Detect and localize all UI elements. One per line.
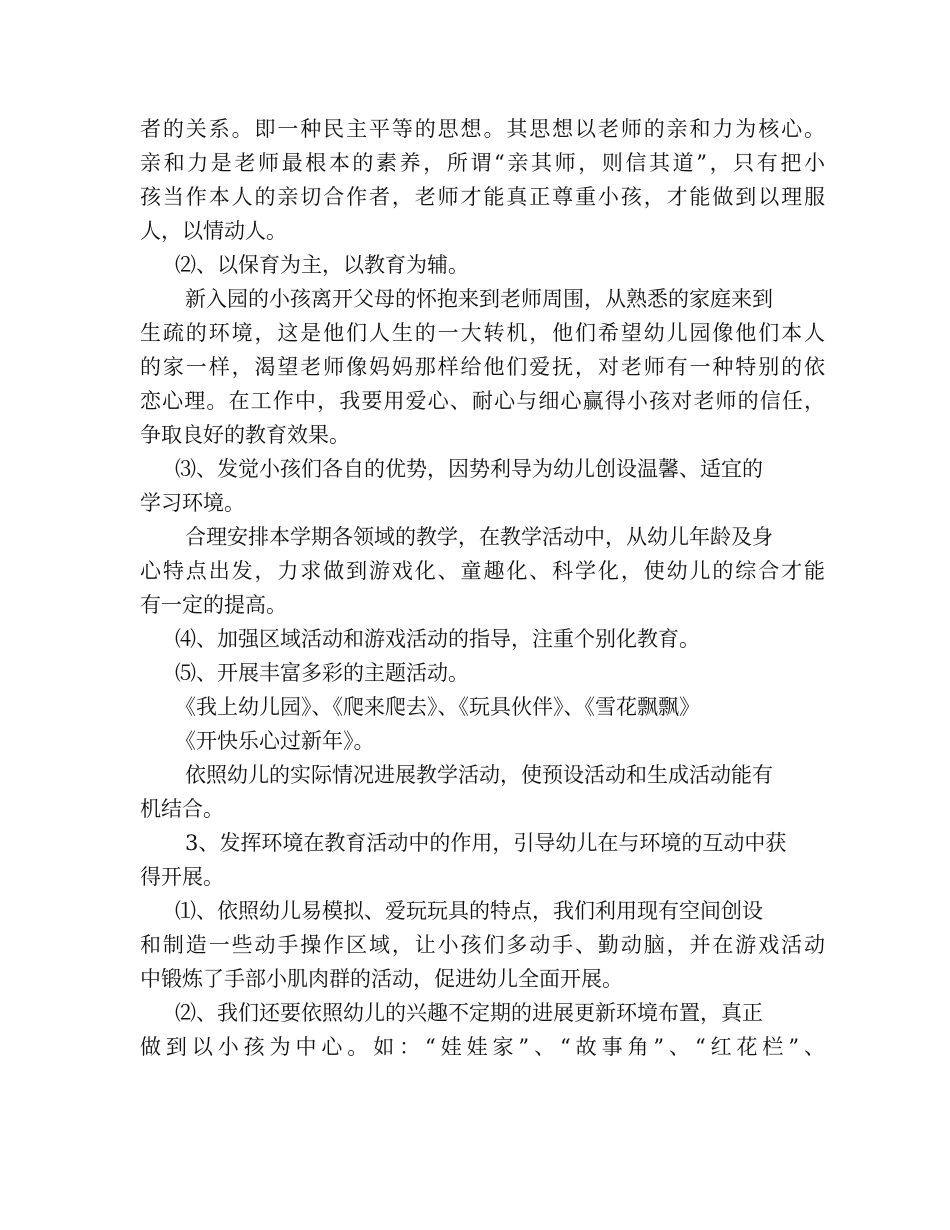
text-line: 《开快乐心过新年》。 <box>175 729 375 753</box>
text-line: ⑸、开展丰富多彩的主题活动。 <box>175 661 469 685</box>
text-line: 心特点出发，力求做到游戏化、童趣化、科学化，使幼儿的综合才能 <box>140 559 825 583</box>
text-line: 得开展。 <box>140 865 224 889</box>
text-line: 《我上幼儿园》、《爬来爬去》、《玩具伙伴》、《雪花飘飘》 <box>175 695 700 719</box>
text-line: 者的关系。即一种民主平等的思想。其思想以老师的亲和力为核心。 <box>140 117 825 141</box>
text-line: 做到以小孩为中心。如：“娃娃家”、“故事角”、“红花栏”、 <box>140 1035 825 1059</box>
text-line: 亲和力是老师最根本的素养，所谓“亲其师，则信其道”，只有把小 <box>140 151 825 175</box>
body-text <box>140 112 825 1064</box>
text-line: ⑷、加强区域活动和游戏活动的指导，注重个别化教育。 <box>175 627 700 651</box>
text-line: 争取良好的教育效果。 <box>140 423 350 447</box>
text-line: 中锻炼了手部小肌肉群的活动，促进幼儿全面开展。 <box>140 967 623 991</box>
text-line: 合理安排本学期各领域的教学，在教学活动中，从幼儿年龄及身 <box>185 525 773 549</box>
text-line: 的家一样，渴望老师像妈妈那样给他们爱抚，对老师有一种特别的依 <box>140 355 825 379</box>
text-line: 3、发挥环境在教育活动中的作用，引导幼儿在与环境的互动中获 <box>185 831 787 855</box>
text-line: 生疏的环境，这是他们人生的一大转机，他们希望幼儿园像他们本人 <box>140 321 825 345</box>
text-line: 新入园的小孩离开父母的怀抱来到老师周围，从熟悉的家庭来到 <box>185 287 773 311</box>
text-line: 有一定的提高。 <box>140 593 287 617</box>
text-line: ⑵、我们还要依照幼儿的兴趣不定期的进展更新环境布置，真正 <box>175 1001 763 1025</box>
text-line: 恋心理。在工作中，我要用爱心、耐心与细心赢得小孩对老师的信任， <box>140 389 825 413</box>
text-line: ⑶、发觉小孩们各自的优势，因势利导为幼儿创设温馨、适宜的 <box>175 457 763 481</box>
text-line: 机结合。 <box>140 797 224 821</box>
text-line: 孩当作本人的亲切合作者，老师才能真正尊重小孩，才能做到以理服 <box>140 185 825 209</box>
text-line: ⑵、以保育为主，以教育为辅。 <box>175 253 469 277</box>
text-line: 依照幼儿的实际情况进展教学活动，使预设活动和生成活动能有 <box>185 763 773 787</box>
text-line: 和制造一些动手操作区域，让小孩们多动手、勤动脑，并在游戏活动 <box>140 933 825 957</box>
text-line: ⑴、依照幼儿易模拟、爱玩玩具的特点，我们利用现有空间创设 <box>175 899 763 923</box>
text-line: 人，以情动人。 <box>140 219 287 243</box>
text-line: 学习环境。 <box>140 491 245 515</box>
